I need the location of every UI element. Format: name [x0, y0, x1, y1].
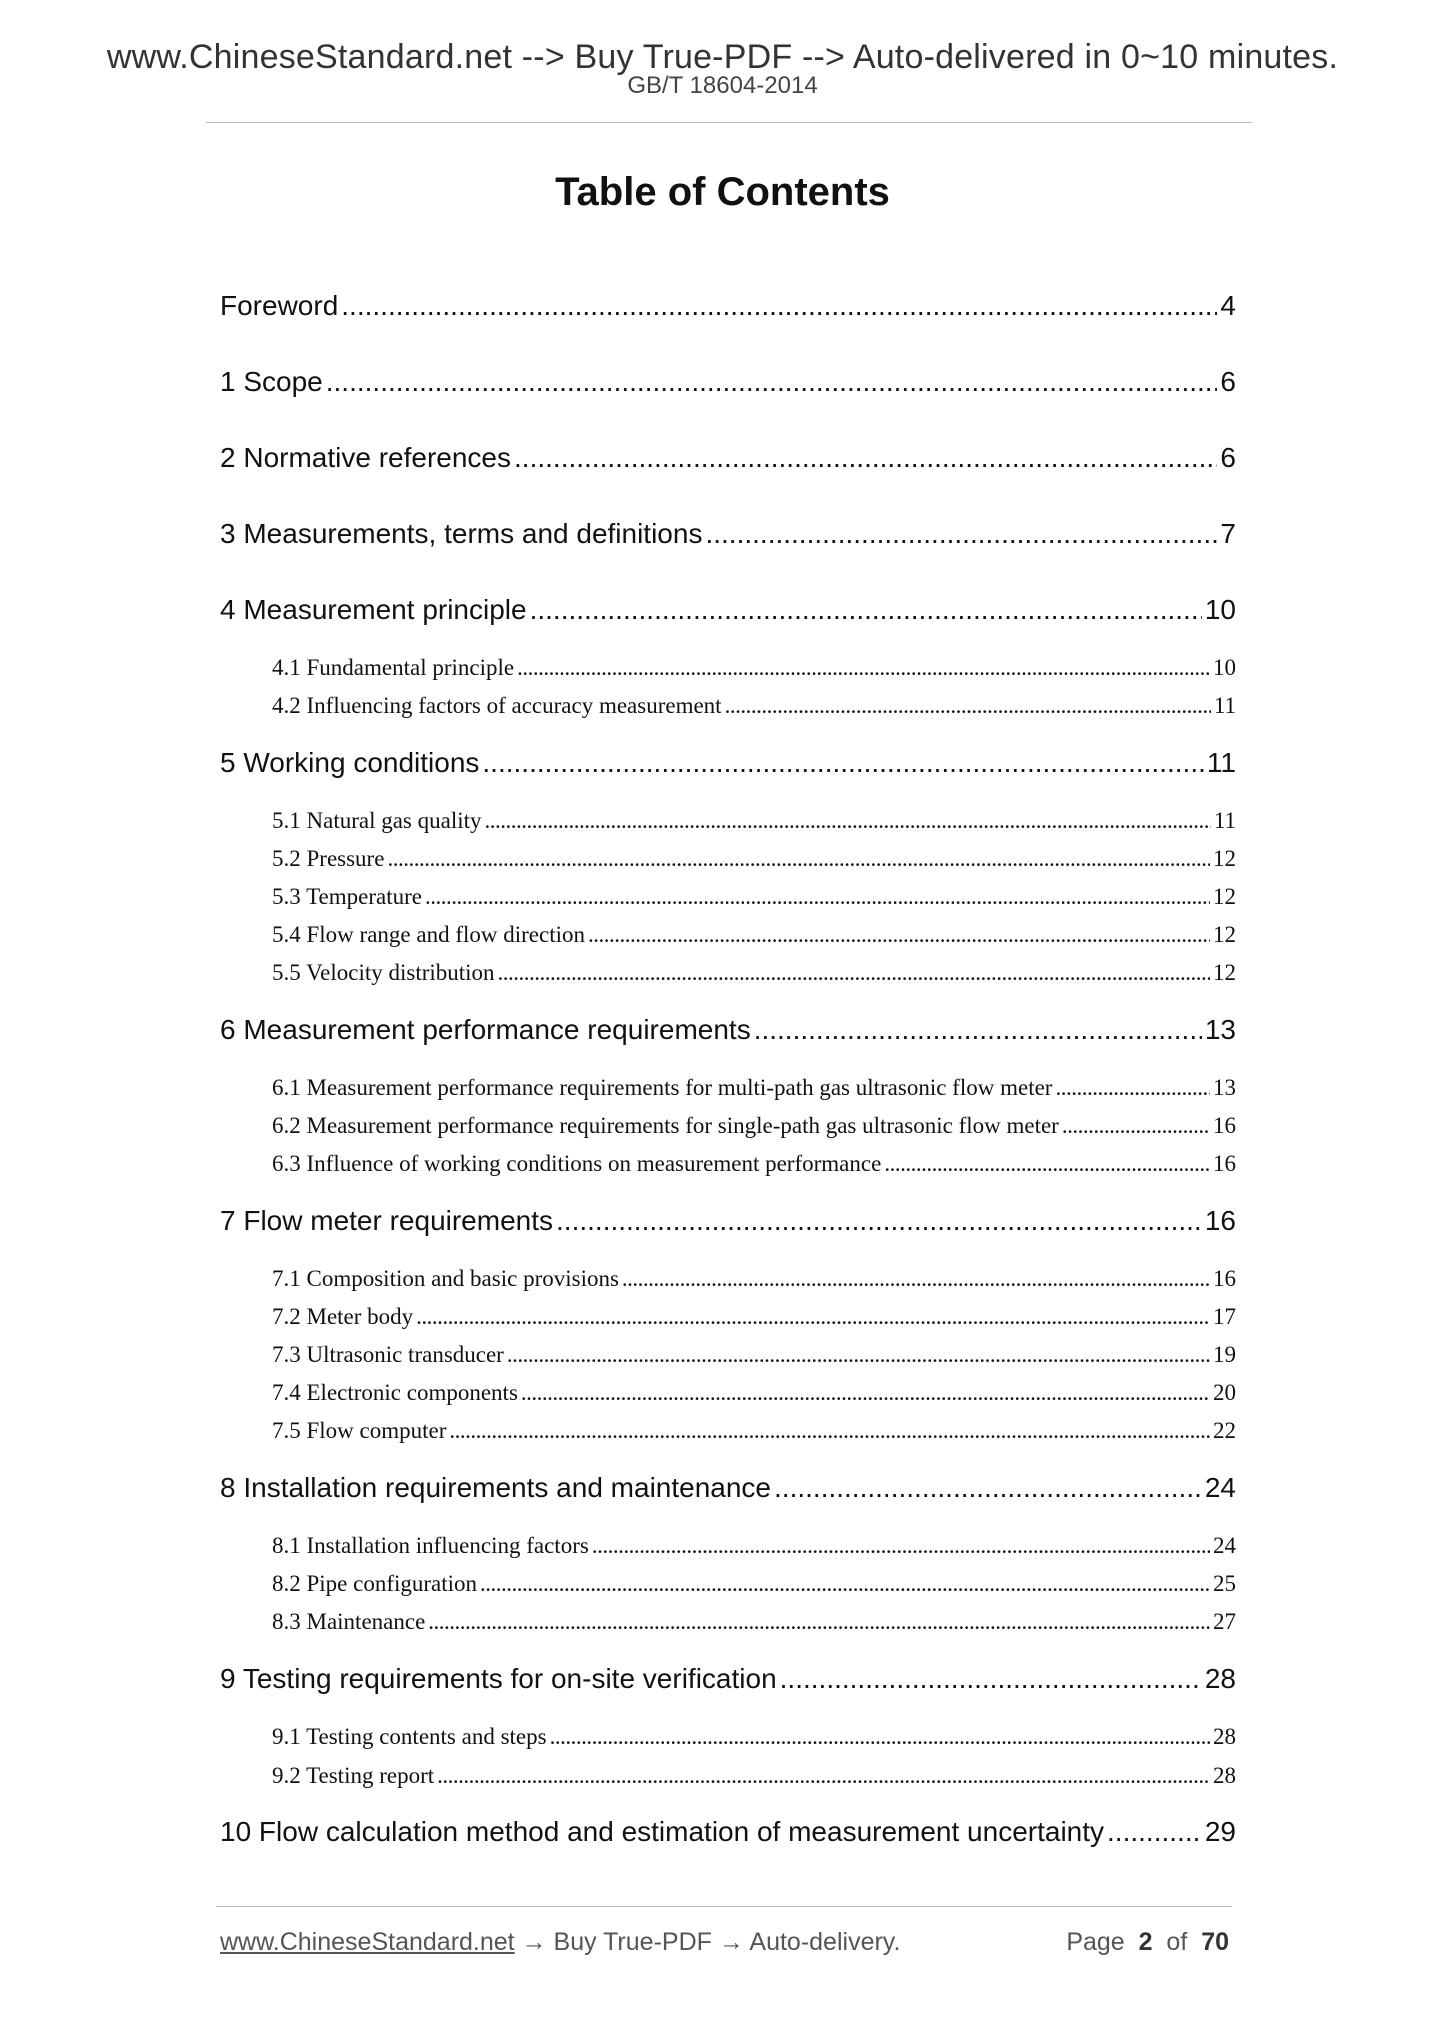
toc-entry-label: Foreword — [220, 290, 339, 321]
toc-entry-label: 10 Flow calculation method and estimation of measurement uncertainty — [220, 1816, 1105, 1847]
dot-leader — [550, 1724, 1210, 1750]
dot-leader — [498, 960, 1210, 986]
toc-entry-label: 7.1 Composition and basic provisions — [272, 1266, 619, 1291]
dot-leader — [437, 1763, 1210, 1789]
toc-entry-page: 11 — [1206, 747, 1236, 778]
toc-subentry-8-2[interactable] — [272, 1571, 1236, 1597]
page-current: 2 — [1138, 1928, 1153, 1956]
toc-entry-measurement-principle[interactable] — [220, 594, 1236, 626]
toc-entry-label: 5.5 Velocity distribution — [272, 960, 495, 985]
toc-entry-label: 6 Measurement performance requirements — [220, 1014, 751, 1045]
toc-entry-page: 13 — [1204, 1014, 1236, 1045]
toc-entry-label: 5.1 Natural gas quality — [272, 808, 482, 833]
toc-entry-page: 28 — [1204, 1663, 1236, 1694]
dot-leader — [517, 655, 1210, 681]
footer-tagline: → Buy True-PDF → Auto-delivery. — [514, 1928, 901, 1956]
dot-leader — [774, 1472, 1202, 1504]
page-indicator — [1066, 1928, 1229, 1957]
toc-entry-page: 16 — [1204, 1205, 1236, 1236]
toc-entry-label: 6.3 Influence of working conditions on measurement performance — [272, 1151, 882, 1176]
dot-leader — [326, 366, 1218, 398]
toc-subentry-7-4[interactable] — [272, 1380, 1236, 1406]
toc-subentry-7-3[interactable] — [272, 1342, 1236, 1368]
toc-entry-foreword[interactable] — [220, 290, 1236, 322]
toc-entry-page: 10 — [1213, 655, 1236, 680]
toc-subentry-4-1[interactable] — [272, 655, 1236, 681]
dot-leader — [425, 884, 1210, 910]
toc-entry-testing-requirements[interactable] — [220, 1663, 1236, 1695]
toc-subentry-5-2[interactable] — [272, 846, 1236, 872]
toc-entry-label: 7 Flow meter requirements — [220, 1205, 554, 1236]
dot-leader — [1062, 1113, 1210, 1139]
toc-entry-scope[interactable] — [220, 366, 1236, 398]
toc-subentry-7-5[interactable] — [272, 1418, 1236, 1444]
dot-leader — [428, 1609, 1210, 1635]
toc-subentry-5-3[interactable] — [272, 884, 1236, 910]
toc-entry-label: 7.3 Ultrasonic transducer — [272, 1342, 504, 1367]
toc-entry-label: 6.1 Measurement performance requirements for multi-path gas ultrasonic flow meter — [272, 1075, 1053, 1100]
toc-entry-installation-requirements[interactable] — [220, 1472, 1236, 1504]
dot-leader — [588, 922, 1210, 948]
toc-entry-label: 7.4 Electronic components — [272, 1380, 518, 1405]
toc-entry-page: 24 — [1213, 1533, 1236, 1558]
toc-entry-page: 12 — [1213, 922, 1236, 947]
toc-entry-page: 16 — [1213, 1266, 1236, 1291]
toc-entry-label: 4.2 Influencing factors of accuracy measurement — [272, 693, 722, 718]
toc-subentry-6-1[interactable] — [272, 1075, 1236, 1101]
header-banner: www.ChineseStandard.net --> Buy True-PDF --> Auto-delivered in 0~10 minutes. — [106, 38, 1339, 76]
toc-entry-page: 13 — [1213, 1075, 1236, 1100]
dot-leader — [341, 290, 1217, 322]
standard-number: GB/T 18604-2014 — [627, 72, 818, 99]
toc-entry-terms-definitions[interactable] — [220, 518, 1236, 550]
toc-entry-label: 4.1 Fundamental principle — [272, 655, 515, 680]
dot-leader — [556, 1205, 1202, 1237]
dot-leader — [387, 846, 1210, 872]
page-total: 70 — [1201, 1928, 1229, 1956]
footer-divider — [216, 1906, 1232, 1907]
dot-leader — [622, 1266, 1210, 1292]
toc-entry-page: 25 — [1213, 1571, 1236, 1596]
dot-leader — [530, 594, 1202, 626]
toc-entry-page: 12 — [1213, 960, 1236, 985]
header-divider — [206, 122, 1252, 123]
toc-entry-label: 5.3 Temperature — [272, 884, 422, 909]
toc-entry-page: 28 — [1213, 1724, 1236, 1749]
toc-subentry-6-2[interactable] — [272, 1113, 1236, 1139]
dot-leader — [480, 1571, 1210, 1597]
dot-leader — [754, 1014, 1202, 1046]
page-of: of — [1166, 1928, 1188, 1956]
toc-entry-page: 12 — [1213, 884, 1236, 909]
toc-entry-working-conditions[interactable] — [220, 747, 1236, 779]
toc-entry-label: 9 Testing requirements for on-site verification — [220, 1663, 777, 1694]
toc-entry-label: 2 Normative references — [220, 442, 512, 473]
toc-entry-page: 4 — [1220, 290, 1236, 321]
toc-entry-label: 5.2 Pressure — [272, 846, 385, 871]
toc-entry-page: 16 — [1213, 1113, 1236, 1138]
toc-entry-label: 5 Working conditions — [220, 747, 480, 778]
toc-entry-label: 8.2 Pipe configuration — [272, 1571, 478, 1596]
toc-subentry-5-5[interactable] — [272, 960, 1236, 986]
toc-entry-label: 4 Measurement principle — [220, 594, 527, 625]
toc-subentry-8-3[interactable] — [272, 1609, 1236, 1635]
page-title: Table of Contents — [555, 170, 890, 214]
toc-subentry-4-2[interactable] — [272, 693, 1236, 719]
dot-leader — [1107, 1816, 1202, 1848]
toc-subentry-7-2[interactable] — [272, 1304, 1236, 1330]
toc-entry-page: 6 — [1220, 366, 1236, 397]
toc-entry-label: 8.1 Installation influencing factors — [272, 1533, 589, 1558]
dot-leader — [705, 518, 1217, 550]
toc-entry-label: 3 Measurements, terms and definitions — [220, 518, 703, 549]
toc-entry-label: 1 Scope — [220, 366, 323, 397]
toc-entry-page: 27 — [1213, 1609, 1236, 1634]
toc-subentry-7-1[interactable] — [272, 1266, 1236, 1292]
toc-entry-performance-requirements[interactable] — [220, 1014, 1236, 1046]
toc-subentry-9-1[interactable] — [272, 1724, 1236, 1750]
dot-leader — [514, 442, 1217, 474]
toc-entry-page: 6 — [1220, 442, 1236, 473]
toc-entry-label: 7.5 Flow computer — [272, 1418, 447, 1443]
dot-leader — [521, 1380, 1210, 1406]
toc-entry-label: 7.2 Meter body — [272, 1304, 414, 1329]
dot-leader — [1055, 1075, 1210, 1101]
footer-link[interactable]: www.ChineseStandard.net — [220, 1928, 515, 1956]
dot-leader — [485, 808, 1211, 834]
toc-entry-page: 19 — [1213, 1342, 1236, 1367]
toc-entry-page: 29 — [1204, 1816, 1236, 1847]
toc-entry-page: 10 — [1204, 594, 1236, 625]
dot-leader — [780, 1663, 1202, 1695]
toc-entry-label: 8 Installation requirements and maintenance — [220, 1472, 772, 1503]
toc-entry-flow-meter-requirements[interactable] — [220, 1205, 1236, 1237]
toc-entry-page: 20 — [1213, 1380, 1236, 1405]
toc-entry-flow-calculation[interactable] — [220, 1816, 1236, 1848]
dot-leader — [592, 1533, 1210, 1559]
toc-entry-label: 8.3 Maintenance — [272, 1609, 426, 1634]
toc-subentry-5-1[interactable] — [272, 808, 1236, 834]
page-label: Page — [1066, 1928, 1125, 1956]
toc-subentry-8-1[interactable] — [272, 1533, 1236, 1559]
toc-entry-page: 28 — [1213, 1763, 1236, 1788]
dot-leader — [482, 747, 1204, 779]
toc-entry-page: 17 — [1213, 1304, 1236, 1329]
dot-leader — [725, 693, 1211, 719]
toc-entry-label: 6.2 Measurement performance requirements for single-path gas ultrasonic flow meter — [272, 1113, 1059, 1138]
dot-leader — [449, 1418, 1210, 1444]
dot-leader — [416, 1304, 1210, 1330]
toc-entry-page: 24 — [1204, 1472, 1236, 1503]
dot-leader — [884, 1151, 1210, 1177]
toc-entry-page: 7 — [1220, 518, 1236, 549]
toc-entry-label: 9.2 Testing report — [272, 1763, 435, 1788]
toc-entry-normative-references[interactable] — [220, 442, 1236, 474]
toc-entry-page: 22 — [1213, 1418, 1236, 1443]
toc-subentry-9-2[interactable] — [272, 1763, 1236, 1789]
footer-promo — [220, 1928, 900, 1957]
toc-entry-label: 5.4 Flow range and flow direction — [272, 922, 585, 947]
toc-entry-label: 9.1 Testing contents and steps — [272, 1724, 547, 1749]
toc-entry-page: 11 — [1213, 693, 1236, 718]
toc-entry-page: 11 — [1213, 808, 1236, 833]
toc-entry-page: 16 — [1213, 1151, 1236, 1176]
toc-subentry-5-4[interactable] — [272, 922, 1236, 948]
dot-leader — [507, 1342, 1210, 1368]
toc-entry-page: 12 — [1213, 846, 1236, 871]
toc-subentry-6-3[interactable] — [272, 1151, 1236, 1177]
